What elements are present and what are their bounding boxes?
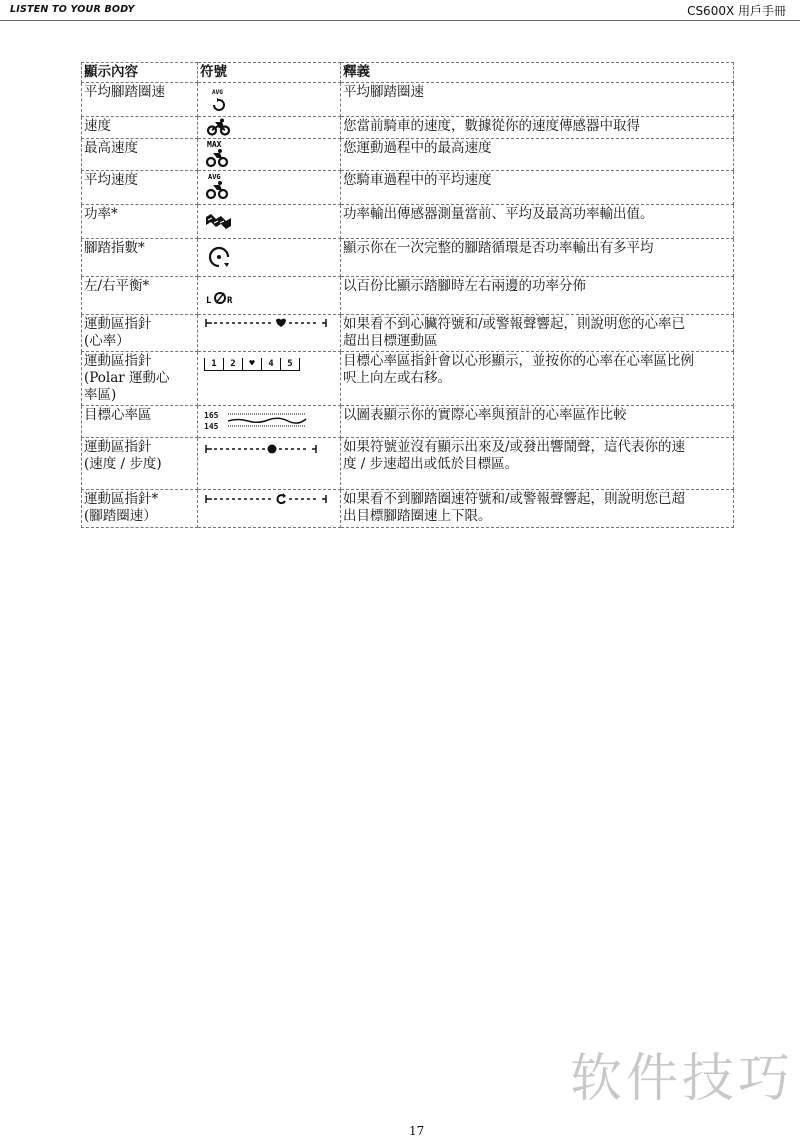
row-description: 您運動過程中的最高速度 <box>343 140 492 156</box>
zone-upper-limit: 165 <box>204 411 219 420</box>
row-label: 速度 <box>84 118 111 134</box>
table-row <box>82 83 734 117</box>
zone-1: 1 <box>205 358 224 370</box>
svg-text:AVG: AVG <box>208 173 221 181</box>
lr-balance-icon <box>204 285 244 311</box>
row-description-cont: 度 / 步速超出或低於目標區。 <box>343 456 519 472</box>
hr-zone-pointer-icon <box>204 316 330 330</box>
table-row <box>82 171 734 205</box>
symbol-table <box>81 62 734 528</box>
row-description: 平均腳踏圈速 <box>343 84 424 100</box>
table-row <box>82 117 734 139</box>
svg-text:AVG: AVG <box>212 89 223 96</box>
row-label: 運動區指針 <box>84 439 152 455</box>
watermark: 软件技巧 <box>570 1049 795 1109</box>
row-label-sub: (Polar 運動心 <box>84 370 170 386</box>
cadence-zone-pointer-icon <box>204 492 330 506</box>
row-label: 運動區指針* <box>84 491 159 507</box>
avg-cadence-icon <box>204 87 234 113</box>
row-description: 以百份比顯示踏腳時左右兩邊的功率分佈 <box>343 278 586 294</box>
table-row <box>82 277 734 315</box>
table-row <box>82 352 734 406</box>
row-label: 腳踏指數* <box>84 240 145 256</box>
row-label: 運動區指針 <box>84 316 152 332</box>
table-row <box>82 490 734 528</box>
row-description: 功率輸出傳感器測量當前、平均及最高功率輸出值。 <box>343 206 654 222</box>
row-description-cont: 呎上向左或右移。 <box>343 370 451 386</box>
zone-4: 4 <box>262 358 281 370</box>
row-description: 如果看不到心臟符號和/或警報聲響起，則說明您的心率已 <box>343 316 686 332</box>
speed-zone-pointer-icon <box>204 442 330 456</box>
row-label: 運動區指針 <box>84 353 152 369</box>
row-label: 平均速度 <box>84 172 138 188</box>
row-label: 功率* <box>84 206 118 222</box>
row-label: 目標心率區 <box>84 407 152 423</box>
zone-5: 5 <box>287 359 293 369</box>
table-header-row <box>82 63 734 83</box>
max-speed-icon <box>204 139 234 169</box>
header-divider <box>0 20 800 21</box>
row-description-cont: 出目標腳踏圈速上下限。 <box>343 508 492 524</box>
avg-speed-icon <box>204 171 234 201</box>
row-description: 如果符號並沒有顯示出來及/或發出響鬧聲，這代表你的速 <box>343 439 686 455</box>
row-description-cont: 超出目標運動區 <box>343 333 438 349</box>
table-row <box>82 406 734 438</box>
hr-curve-icon <box>228 410 308 432</box>
row-description: 顯示你在一次完整的腳踏循環是否功率輸出有多平均 <box>343 240 654 256</box>
row-label-sub: 率區) <box>84 387 117 403</box>
header-brand: LISTEN TO YOUR BODY <box>10 4 135 15</box>
row-description: 您當前騎車的速度，數據從你的速度傳感器中取得 <box>343 118 640 134</box>
header-meaning: 釋義 <box>341 63 734 83</box>
header-symbol: 符號 <box>198 63 341 83</box>
row-label: 最高速度 <box>84 140 138 156</box>
bike-speed-icon <box>204 118 234 136</box>
row-description: 如果看不到腳踏圈速符號和/或警報聲響起，則說明您已超 <box>343 491 686 507</box>
header-manual-title: CS600X 用戶手冊 <box>687 4 786 18</box>
svg-text:L: L <box>206 296 212 306</box>
row-label-sub: (速度 / 步度) <box>84 456 162 472</box>
power-icon <box>204 211 234 231</box>
table-row <box>82 239 734 277</box>
polar-zone-icon <box>204 358 300 371</box>
row-label-sub: (腳踏圈速） <box>84 508 157 524</box>
row-label-sub: (心率） <box>84 333 130 349</box>
table-row <box>82 139 734 171</box>
svg-text:R: R <box>227 296 233 306</box>
zone-lower-limit: 145 <box>204 422 219 431</box>
zone-heart-icon: ♥ <box>243 358 262 370</box>
page-number: 17 <box>409 1124 425 1138</box>
row-description: 以圖表顯示你的實際心率與預計的心率區作比較 <box>343 407 627 423</box>
table-row <box>82 315 734 352</box>
zone-2: 2 <box>224 358 243 370</box>
pedal-index-icon <box>204 245 238 271</box>
row-description: 目標心率區指針會以心形顯示，並按你的心率在心率區比例 <box>343 353 694 369</box>
row-label: 平均腳踏圈速 <box>84 84 165 100</box>
target-hr-zone-icon <box>204 410 314 432</box>
row-description: 您騎車過程中的平均速度 <box>343 172 492 188</box>
header-display-content: 顯示內容 <box>82 63 198 83</box>
row-label: 左/右平衡* <box>84 278 150 294</box>
table-row <box>82 438 734 490</box>
svg-text:MAX: MAX <box>207 140 222 149</box>
table-row <box>82 205 734 239</box>
